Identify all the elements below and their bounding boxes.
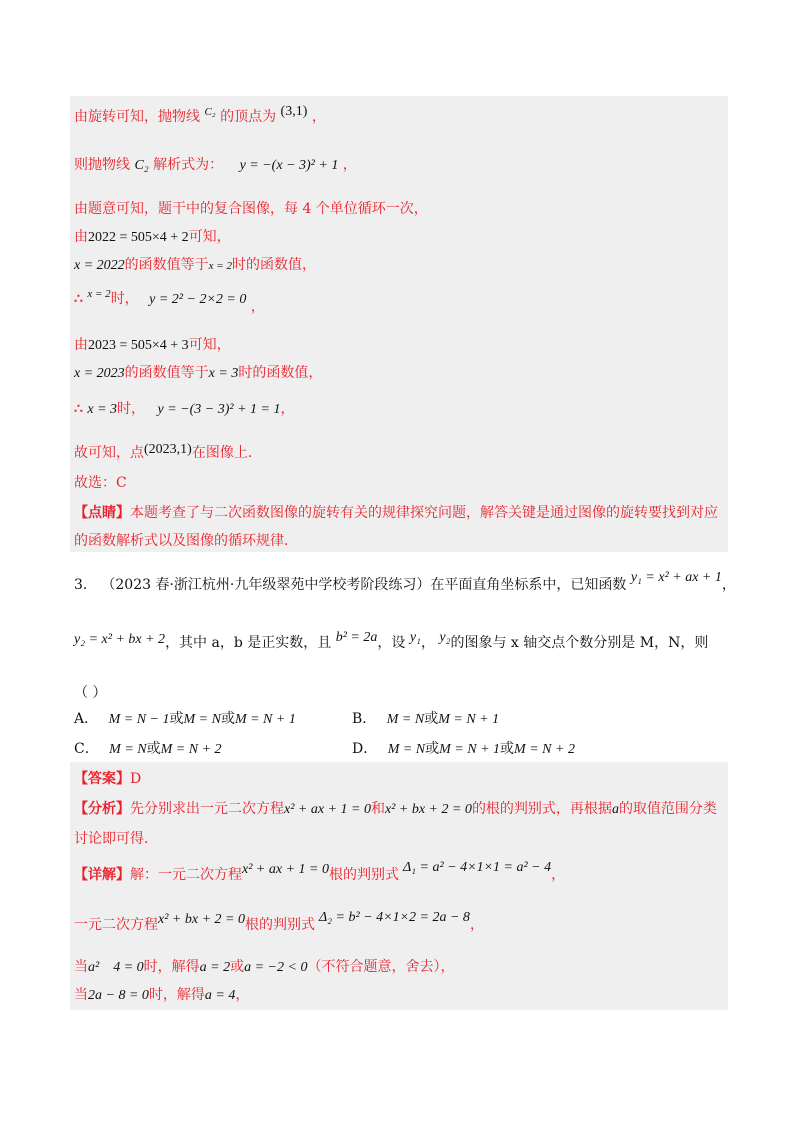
solution-line-13: 的函数解析式以及图像的循环规律． bbox=[74, 533, 298, 549]
detail-line-3: 当a² 4 = 0时，解得a = 2或a = −2 < 0（不符合题意，舍去）， bbox=[74, 959, 455, 975]
solution-line-11: 故选：C bbox=[74, 475, 127, 491]
detail-line-4: 当2a − 8 = 0时，解得a = 4， bbox=[74, 987, 250, 1003]
detail-line-1: 【详解】解：一元二次方程x² + ax + 1 = 0根的判别式 Δ₁ = a² − 4×1×1 = a² − 4， bbox=[74, 860, 566, 883]
solution-line-4: 由2022 = 505×4 + 2可知， bbox=[74, 229, 231, 245]
answer-line: 【答案】D bbox=[74, 771, 142, 787]
option-b[interactable]: B． M = N或M = N + 1 bbox=[352, 711, 500, 727]
solution-line-2: 则抛物线 C₂ 解析式为： y = −(x − 3)² + 1 ， bbox=[74, 157, 357, 173]
solution-line-9: ∴ x = 3时， y = −(3 − 3)² + 1 = 1， bbox=[74, 401, 295, 417]
question-3-paren: （ ） bbox=[74, 685, 107, 701]
analysis-line-1: 【分析】先分别求出一元二次方程x² + ax + 1 = 0和x² + bx + 2 = 0的根的判别式，再根据a的取值范围分类 bbox=[74, 801, 717, 817]
solution-line-12: 【点睛】本题考查了与二次函数图像的旋转有关的规律探究问题，解答关键是通过图像的旋转要找到对应 bbox=[74, 505, 718, 521]
solution-line-3: 由题意可知，题干中的复合图像，每 4 个单位循环一次， bbox=[74, 201, 428, 217]
option-c[interactable]: C． M = N或M = N + 2 bbox=[74, 741, 222, 757]
option-d[interactable]: D． M = N或M = N + 1或M = N + 2 bbox=[352, 741, 575, 757]
analysis-line-2: 讨论即可得． bbox=[74, 831, 158, 847]
solution-line-1: 由旋转可知，抛物线 $^{C_2}$ 的顶点为 (3,1) ， bbox=[74, 104, 326, 125]
detail-line-2: 一元二次方程x² + bx + 2 = 0根的判别式 Δ₂ = b² − 4×1×2 = 2a − 8， bbox=[74, 910, 484, 933]
solution-line-7: 由2023 = 505×4 + 3可知， bbox=[74, 337, 231, 353]
solution-line-6: ∴ $^{x = 2}$时， y = 2² − 2×2 = 0 ， bbox=[74, 288, 265, 315]
option-a[interactable]: A． M = N − 1或M = N或M = N + 1 bbox=[74, 711, 296, 727]
question-3-line-1: 3． （2023 春·浙江杭州·九年级翠苑中学校考阶段练习）在平面直角坐标系中，已知函数 y₁ = x² + ax + 1， bbox=[74, 570, 736, 593]
solution-line-8: x = 2023的函数值等于x = 3时的函数值， bbox=[74, 365, 323, 381]
question-3-line-2: y₂ = x² + bx + 2，其中 a，b 是正实数，且 b² = 2a，设 y₁， y₂的图象与 x 轴交点个数分别是 M，N，则 bbox=[74, 630, 709, 651]
solution-line-5: x = 2022的函数值等于x = 2时的函数值， bbox=[74, 257, 316, 273]
solution-line-10: 故可知，点(2023,1)在图像上． bbox=[74, 442, 262, 461]
